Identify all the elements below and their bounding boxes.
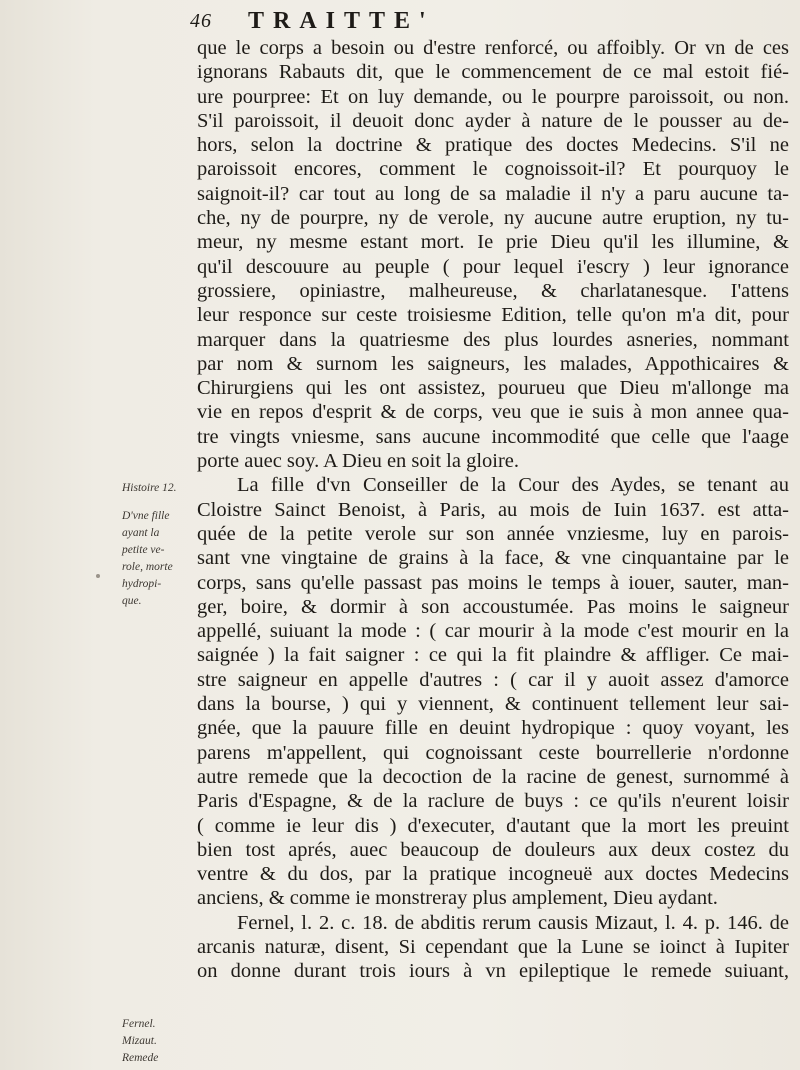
text-line: paroissoit encores, comment le cognoissoit-il? Et pourquoy le	[197, 158, 789, 181]
text-line: ignorans Rabauts dit, que le commencement de ce mal estoit fié-	[197, 61, 789, 84]
text-line: dans la bourse, ) qui y viennent, & continuent tellement leur sai-	[197, 693, 789, 716]
text-line: Paris d'Espagne, & de la raclure de buys : ce qu'ils n'eurent loisir	[197, 790, 789, 813]
running-title: TRAITTE'	[248, 8, 435, 34]
margin-note-line: D'vne fille	[122, 510, 170, 522]
text-line: Fernel, l. 2. c. 18. de abditis rerum causis Mizaut, l. 4. p. 146. de	[237, 911, 789, 934]
margin-note-line: role, morte	[122, 561, 173, 573]
text-line: qu'il descouure au peuple ( pour lequel i'escry ) leur ignorance	[197, 255, 789, 278]
page-header	[190, 8, 710, 36]
text-line: grossiere, opiniastre, malheureuse, & charlatanesque. I'attens	[197, 279, 789, 302]
text-line: La fille d'vn Conseiller de la Cour des Aydes, se tenant au	[237, 474, 789, 497]
text-line: arcanis naturæ, disent, Si cependant que la Lune se ioinct à Iupiter	[197, 935, 789, 958]
margin-note-subject	[122, 508, 173, 610]
margin-note-line: petite ve-	[122, 544, 165, 556]
text-line: appellé, suiuant la mode : ( car mourir à la mode c'est mourir en la	[197, 620, 789, 643]
text-line: saignoit-il? car tout au long de sa maladie il n'y a paru aucune ta-	[197, 182, 789, 205]
text-line: che, ny de pourpre, ny de verole, ny aucune autre eruption, ny tu-	[197, 207, 789, 230]
text-line: quée de la petite verole sur son année vnziesme, luy en parois-	[197, 522, 789, 545]
text-line: bien tost aprés, auec beaucoup de douleurs aux deux costez du	[197, 838, 789, 861]
text-line: ventre & du dos, par la pratique incogneuë aux doctes Medecins	[197, 863, 789, 886]
text-line: ( comme ie leur dis ) d'executer, d'autant que la mort les preuint	[197, 814, 789, 837]
text-line: hors, selon la doctrine & pratique des doctes Medecins. S'il ne	[197, 134, 789, 157]
text-line: saignée ) la fait saigner : ce qui la fit plaindre & affliger. Ce mai-	[197, 644, 789, 667]
text-line: ure pourpree: Et on luy demande, ou le pourpre paroissoit, ou non.	[197, 85, 789, 108]
text-line: vie en repos d'esprit & de corps, veu que ie suis à mon annee qua-	[197, 401, 789, 424]
ink-speck	[96, 574, 100, 578]
text-line: porte auec soy. A Dieu en soit la gloire.	[197, 450, 520, 473]
margin-note-line: hydropi-	[122, 578, 162, 590]
page-number: 46	[190, 10, 212, 32]
text-line: sant vne vingtaine de grains à la face, & vne cinquantaine par le	[197, 547, 789, 570]
text-line: meur, ny mesme estant mort. Ie prie Dieu qu'il les illumine, &	[197, 231, 789, 254]
margin-note-line: ayant la	[122, 527, 160, 539]
text-line: autre remede que la decoction de la racine de genest, surnommé à	[197, 765, 789, 788]
margin-note-history	[122, 480, 177, 497]
margin-note-authors	[122, 1016, 157, 1050]
text-line: stre saigneur en appelle d'autres : ( car il y auoit assez d'amorce	[197, 668, 789, 691]
text-line: anciens, & comme ie monstreray plus amplement, Dieu aydant.	[197, 887, 718, 910]
margin-note-line: Remede	[122, 1052, 159, 1064]
text-line: tre vingts vniesme, sans aucune incommodité que celle que l'aage	[197, 425, 789, 448]
text-line: parens m'appellent, qui cognoissant ceste bourrellerie n'ordonne	[197, 741, 789, 764]
text-line: que le corps a besoin ou d'estre renforcé, ou affoibly. Or vn de ces	[197, 37, 789, 59]
text-line: corps, sans qu'elle passast pas moins le temps à iouer, sauter, man-	[197, 571, 789, 594]
text-line: gnée, que la pauure fille en deuint hydropique : quoy voyant, les	[197, 717, 789, 740]
margin-note-remedy	[122, 1050, 158, 1067]
text-line: S'il paroissoit, il deuoit donc ayder à nature de le pousser au de-	[197, 109, 789, 132]
margin-note-line: Mizaut.	[122, 1035, 157, 1047]
text-line: Chirurgiens qui les ont assistez, pourueu que Dieu m'allonge ma	[197, 377, 789, 400]
margin-note-line: Fernel.	[122, 1018, 156, 1030]
margin-note-line: que.	[122, 595, 142, 607]
text-line: leur responce sur ceste troisiesme Edition, telle qu'on m'a dit, pour	[197, 304, 789, 327]
text-line: on donne durant trois iours à vn epileptique le remede suiuant,	[197, 960, 789, 983]
margin-note-line: Histoire 12.	[122, 482, 177, 494]
text-line: par nom & surnom les saigneurs, les malades, Appothicaires &	[197, 352, 789, 375]
body-text	[197, 36, 789, 984]
text-line: marquer dans la quatriesme des plus lourdes asneries, nommant	[197, 328, 789, 351]
text-line: Cloistre Sainct Benoist, à Paris, au mois de Iuin 1637. est atta-	[197, 498, 789, 521]
text-line: ger, boire, & dormir à son accoustumée. Pas moins le saigneur	[197, 595, 789, 618]
